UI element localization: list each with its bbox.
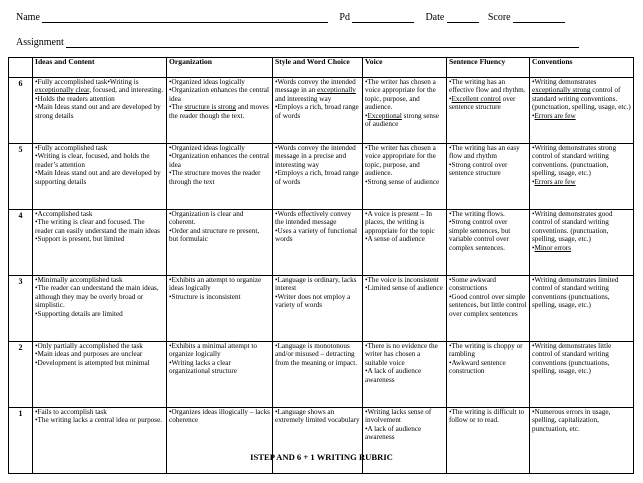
rubric-cell-organization xyxy=(167,408,273,474)
rubric-cell-organization xyxy=(167,210,273,276)
criterion-text: • xyxy=(532,111,535,120)
criterion-text: •Organization is clear and coherent. xyxy=(169,210,244,227)
rubric-cell-style xyxy=(273,408,363,474)
rubric-cell-conventions xyxy=(530,342,634,408)
name-field[interactable] xyxy=(42,12,328,23)
criterion-text: •Language shows an extremely limited vocabulary xyxy=(275,408,360,425)
column-header-voice: Voice xyxy=(363,58,447,78)
rubric-cell-fluency xyxy=(447,342,530,408)
criterion-text: •Some awkward constructions xyxy=(449,276,497,293)
criterion-text: and moves the reader though the text. xyxy=(169,103,269,120)
criterion-text: •Words convey the intended message in an xyxy=(275,78,356,95)
criterion-text: •Writer does not employ a variety of words xyxy=(275,292,351,310)
rubric-cell-voice xyxy=(363,276,447,342)
rubric-cell-conventions xyxy=(530,210,634,276)
rubric-cell-ideas xyxy=(33,342,167,408)
criterion-text: •Supporting details are limited xyxy=(35,309,123,318)
criterion-text: •Employs a rich, broad range of words xyxy=(275,169,359,186)
criterion-text: •A sense of audience xyxy=(365,235,425,244)
criterion-text: •Strong control over sentence structure xyxy=(449,160,508,178)
criterion-text: •The writer has chosen a voice appropriate for the topic, purpose, and audience. xyxy=(365,78,436,112)
criterion-text: •Main Ideas stand out and are developed by supporting details xyxy=(35,169,161,186)
criterion-text: •Main Ideas stand out and are developed by strong details xyxy=(35,103,161,120)
criterion-text: • xyxy=(365,111,368,120)
criterion-text: •The reader can understand the main ideas, although they may be overly broad or simplistic. xyxy=(35,284,159,310)
rubric-row-5 xyxy=(9,144,634,210)
date-label: Date xyxy=(425,12,445,23)
criterion-text: •Holds the readers attention xyxy=(35,94,115,103)
score-label: Score xyxy=(487,12,511,23)
rubric-cell-fluency xyxy=(447,144,530,210)
rubric-cell-conventions xyxy=(530,78,634,144)
criterion-text: •Writing demonstrates xyxy=(532,78,597,86)
criterion-text: •Organized ideas logically xyxy=(169,144,245,152)
criterion-text: •Writing lacks a clear organizational structure xyxy=(169,358,237,376)
column-header-organization: Organization xyxy=(167,58,273,78)
criterion-text: •Organization enhances the central idea xyxy=(169,152,269,169)
rubric-cell-organization xyxy=(167,342,273,408)
rubric-row-3 xyxy=(9,276,634,342)
criterion-text: •Limited sense of audience xyxy=(365,284,443,293)
criterion-text: •Order and structure re present, but formulaic xyxy=(169,226,260,244)
rubric-cell-voice xyxy=(363,210,447,276)
criterion-text: •Language is ordinary, lacks interest xyxy=(275,276,357,293)
column-header-ideas: Ideas and Content xyxy=(33,58,167,78)
criterion-text: •There is no evidence the writer has chosen a suitable voice xyxy=(365,342,438,367)
rubric-table xyxy=(8,57,634,474)
rubric-title: ISTEP AND 6 + 1 WRITING RUBRIC xyxy=(250,452,393,462)
rubric-cell-ideas xyxy=(33,78,167,144)
emphasis-text: Minor errors xyxy=(534,243,572,252)
rubric-cell-conventions xyxy=(530,276,634,342)
criterion-text: •Exhibits an attempt to organize ideas logically xyxy=(169,276,262,293)
criterion-text: •Minimally accomplished task xyxy=(35,276,123,284)
criterion-text: •The writing has an effective flow and rhythm. xyxy=(449,78,526,95)
criterion-text: •Accomplished task xyxy=(35,210,93,218)
criterion-text: •The writing flows. xyxy=(449,210,505,218)
criterion-text: •Support is present, but limited xyxy=(35,235,125,244)
pd-field[interactable] xyxy=(352,12,414,23)
criterion-text: •A lack of audience awareness xyxy=(365,367,422,384)
rubric-cell-organization xyxy=(167,144,273,210)
score-level: 4 xyxy=(9,210,33,276)
rubric-cell-style xyxy=(273,78,363,144)
emphasis-text: Exceptional xyxy=(367,111,402,120)
criterion-text: •Fails to accomplish task xyxy=(35,408,107,416)
rubric-row-4 xyxy=(9,210,634,276)
criterion-text: •Strong sense of audience xyxy=(365,177,440,186)
criterion-text: •The writing has an easy flow and rhythm xyxy=(449,144,520,161)
column-header-conventions: Conventions xyxy=(530,58,634,78)
criterion-text: •The xyxy=(169,103,185,112)
criterion-text: •Fully accomplished task xyxy=(35,78,108,86)
criterion-text: •A voice is present – In places, the writing is appropriate for the topic xyxy=(365,210,435,235)
rubric-cell-conventions xyxy=(530,144,634,210)
rubric-cell-ideas xyxy=(33,144,167,210)
column-header-fluency: Sentence Fluency xyxy=(447,58,530,78)
criterion-text: over sentence structure xyxy=(449,94,516,112)
emphasis-text: Errors are few xyxy=(534,177,576,186)
emphasis-text: structure is strong xyxy=(184,103,237,112)
rubric-cell-organization xyxy=(167,276,273,342)
rubric-cell-style xyxy=(273,144,363,210)
criterion-text: • xyxy=(532,243,535,252)
rubric-cell-ideas xyxy=(33,408,167,474)
rubric-row-6 xyxy=(9,78,634,144)
criterion-text: •The writing lacks a central idea or purpose. xyxy=(35,416,163,425)
criterion-text: •Writing demonstrates good control of standard writing conventions. (punctuation, spelling, usage, etc.) xyxy=(532,210,613,244)
criterion-text: •Good control over simple sentences, but little control over complex sentences xyxy=(449,292,527,318)
criterion-text: •Awkward sentence construction xyxy=(449,358,506,376)
rubric-cell-ideas xyxy=(33,276,167,342)
emphasis-text: exceptionally clear xyxy=(35,86,90,95)
score-field[interactable] xyxy=(513,12,565,23)
rubric-cell-fluency xyxy=(447,408,530,474)
rubric-cell-style xyxy=(273,342,363,408)
score-column-header xyxy=(9,58,33,78)
criterion-text: •Strong control over simple sentences, but variable control over complex sentences. xyxy=(449,218,511,252)
criterion-text: •Language is monotonous and/or misused – detracting from the meaning or impact. xyxy=(275,342,358,367)
criterion-text: •Writing demonstrates strong control of standard writing conventions. (punctuation, spelling, usage, etc.) xyxy=(532,144,617,178)
rubric-cell-style xyxy=(273,210,363,276)
assignment-field[interactable] xyxy=(66,37,579,48)
rubric-cell-voice xyxy=(363,144,447,210)
rubric-cell-voice xyxy=(363,408,447,474)
criterion-text: control of standard writing conventions. (punctuation, spelling, usage, etc.) xyxy=(532,86,631,112)
criterion-text: •Uses a variety of functional words xyxy=(275,226,357,244)
rubric-cell-fluency xyxy=(447,276,530,342)
criterion-text: •Words effectively convey the intended message xyxy=(275,210,352,227)
emphasis-text: Errors are few xyxy=(534,111,576,120)
criterion-text: •Writing is xyxy=(107,78,139,86)
emphasis-text: exceptionally strong xyxy=(532,86,591,95)
column-header-style: Style and Word Choice xyxy=(273,58,363,78)
criterion-text: •Organizes ideas illogically – lacks coherence xyxy=(169,408,270,425)
criterion-text: •Organized ideas logically xyxy=(169,78,245,86)
assignment-label: Assignment xyxy=(16,37,64,48)
assignment-row xyxy=(16,37,579,48)
score-level: 1 xyxy=(9,408,33,474)
criterion-text: •Writing demonstrates little control of standard writing conventions (punctuations, spelling, usage, etc.) xyxy=(532,342,612,376)
criterion-text: •The voice is inconsistent xyxy=(365,276,439,284)
score-level: 6 xyxy=(9,78,33,144)
criterion-text: •Writing demonstrates limited control of standard writing conventions (punctuations, spelling, usage, etc.) xyxy=(532,276,619,310)
criterion-text: , focused, and interesting. xyxy=(89,86,164,95)
criterion-text: •Exhibits a minimal attempt to organize logically xyxy=(169,342,257,359)
criterion-text: •Writing lacks sense of involvement xyxy=(365,408,432,425)
rubric-cell-fluency xyxy=(447,210,530,276)
criterion-text: •Words convey the intended message in a precise and interesting way xyxy=(275,144,356,169)
rubric-cell-organization xyxy=(167,78,273,144)
name-label: Name xyxy=(16,12,40,23)
pd-label: Pd xyxy=(339,12,350,23)
rubric-cell-fluency xyxy=(447,78,530,144)
criterion-text: •The writer has chosen a voice appropriate for the topic, purpose, and audience. xyxy=(365,144,436,178)
criterion-text: and interesting way xyxy=(275,94,332,103)
criterion-text: •Structure is inconsistent xyxy=(169,292,241,301)
rubric-header-row xyxy=(9,58,634,78)
criterion-text: •The writing is difficult to follow or to read. xyxy=(449,408,525,425)
criterion-text: •The structure moves the reader through the text xyxy=(169,169,261,186)
score-level: 2 xyxy=(9,342,33,408)
criterion-text: •Main ideas and purposes are unclear xyxy=(35,350,143,359)
criterion-text: •Employs a rich, broad range of words xyxy=(275,103,359,120)
criterion-text: •Development is attempted but minimal xyxy=(35,358,150,367)
criterion-text: •The writing is clear and focused. The reader can easily understand the main ideas xyxy=(35,218,160,235)
rubric-row-2 xyxy=(9,342,634,408)
rubric-cell-conventions xyxy=(530,408,634,474)
criterion-text: •The writing is choppy or rambling xyxy=(449,342,523,359)
criterion-text: strong sense of audience xyxy=(365,111,439,129)
criterion-text: •Organization enhances the central idea xyxy=(169,86,269,103)
criterion-text: •A lack of audience awareness xyxy=(365,424,422,442)
criterion-text: • xyxy=(449,94,452,103)
date-field[interactable] xyxy=(447,12,479,23)
rubric-cell-voice xyxy=(363,342,447,408)
emphasis-text: exceptionally xyxy=(317,86,356,95)
score-level: 3 xyxy=(9,276,33,342)
rubric-cell-voice xyxy=(363,78,447,144)
rubric-row-1 xyxy=(9,408,634,474)
rubric-cell-ideas xyxy=(33,210,167,276)
criterion-text: •Writing is clear, focused, and holds the reader’s attention xyxy=(35,152,150,169)
criterion-text: •Numerous errors in usage, spelling, capitalization, punctuation, etc. xyxy=(532,408,611,433)
criterion-text: •Only partially accomplished the task xyxy=(35,342,143,350)
criterion-text: •Fully accomplished task xyxy=(35,144,108,152)
rubric-cell-style xyxy=(273,276,363,342)
score-level: 5 xyxy=(9,144,33,210)
emphasis-text: Excellent control xyxy=(451,94,501,103)
criterion-text: • xyxy=(532,177,535,186)
rubric-body xyxy=(9,78,634,474)
student-info-row xyxy=(16,12,565,23)
